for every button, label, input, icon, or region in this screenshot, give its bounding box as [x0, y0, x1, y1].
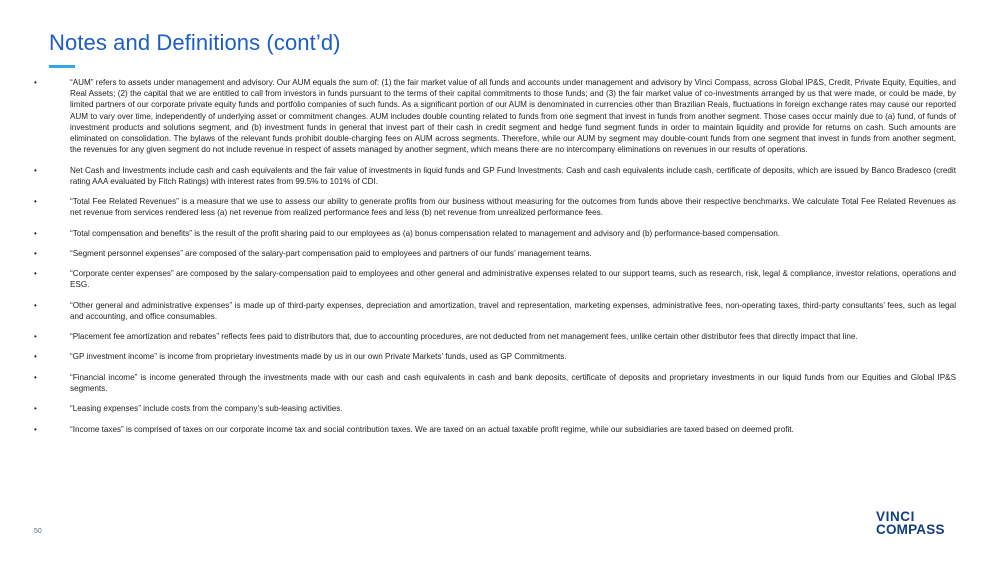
note-item	[34, 351, 956, 362]
bullet-icon: •	[34, 228, 37, 238]
logo-line-1: VINCI	[876, 509, 916, 524]
note-text: “Other general and administrative expenses” is made up of third-party expenses, depreciation and amortization, travel and representation, marketing expenses, administrative fees, non-operating taxes, third-party consultants’ fees, such as legal and accounting, and office consumables.	[70, 300, 956, 321]
note-item	[34, 228, 956, 239]
note-text: Net Cash and Investments include cash and cash equivalents and the fair value of investments in liquid funds and GP Fund Investments. Cash and cash equivalents include cash, certificate of deposits, which are issued by Banco Bradesco (credit rating AAA evaluated by Fitch Ratings) with interest rates from 99.5% to 101% of CDI.	[70, 165, 956, 186]
note-text: “Financial income” is income generated through the investments made with our cash and cash equivalents in cash and bank deposits, certificate of deposits and proprietary investments in our liquid funds from our Equities and Global IP&S segments.	[70, 372, 956, 393]
note-text: “AUM” refers to assets under management and advisory. Our AUM equals the sum of: (1) the fair market value of all funds and accounts under management and advisory by Vinci Compass, across Global IP&S, Credit, Private Equity, Equities, and Real Assets; (2) the capital that we are entitled to call from investors in funds pursuant to the terms of their capital commitments to those funds; and (3) the fair market value of co-investments arranged by us that were made, or could be made, by limited partners of our corporate private equity funds and portfolio companies of such funds. As a significant portion of our AUM is denominated in currencies other than Brazilian Reais, fluctuations in foreign exchange rates may cause our reported AUM to vary over time, independently of underlying asset or commitment changes. AUM includes double counting related to funds from one segment that invest in funds from another segment. Those cases occur mainly due to (a) fund, of funds of investment products and solutions segment, and (b) investment funds in general that invest part of their cash in credit segment and hedge fund segment funds in order to maintain liquidity and provide for returns on cash. Such amounts are eliminated on consolidation. The bylaws of the relevant funds prohibit double-charging fees on AUM across segments. Therefore, while our AUM by segment may double-count funds from one segment that invest in funds from another segment, the revenues for any given segment do not include revenue in respect of assets managed by another segment, which means there are no intercompany eliminations on revenues in our results of operations.	[70, 78, 956, 155]
bullet-icon: •	[34, 372, 37, 382]
page-title: Notes and Definitions (cont’d)	[49, 30, 341, 55]
note-item	[34, 403, 956, 414]
bullet-icon: •	[34, 197, 37, 207]
bullet-icon: •	[34, 332, 37, 342]
bullet-icon: •	[34, 300, 37, 310]
note-text: “Placement fee amortization and rebates” reflects fees paid to distributors that, due to accounting procedures, are not deducted from net management fees, unlike certain other distributor fees that directly impact that line.	[70, 332, 858, 342]
vinci-compass-logo	[876, 511, 956, 537]
note-item	[34, 424, 956, 435]
note-text: “Total Fee Related Revenues” is a measure that we use to assess our ability to generate profits from our business without measuring for the outcomes from funds above their respective benchmarks. We calculate Total Fee Related Revenues as net revenue from services rendered less (a) net revenue from realized performance fees and less (b) net revenue from unrealized performance fees.	[70, 197, 956, 218]
bullet-icon: •	[34, 352, 37, 362]
bullet-icon: •	[34, 165, 37, 175]
note-text: “Total compensation and benefits” is the result of the profit sharing paid to our employees as (a) bonus compensation related to management and advisory and (b) performance-based compensation.	[70, 228, 780, 238]
bullet-icon: •	[34, 78, 37, 87]
note-text: “Corporate center expenses” are composed by the salary-compensation paid to employees and other general and administrative expenses related to our support teams, such as research, risk, legal & compliance, investor relations, operations and ESG.	[70, 269, 956, 290]
note-item	[34, 331, 956, 342]
note-text: “Income taxes” is comprised of taxes on our corporate income tax and social contribution taxes. We are taxed on an actual taxable profit regime, while our subsidiaries are taxed based on deemed profit.	[70, 424, 794, 434]
note-item	[34, 372, 956, 394]
note-text: “GP investment income” is income from proprietary investments made by us in our own Private Markets’ funds, used as GP Commitments.	[70, 352, 567, 362]
bullet-icon: •	[34, 269, 37, 279]
note-item	[34, 268, 956, 290]
bullet-icon: •	[34, 404, 37, 414]
notes-list	[34, 77, 956, 444]
bullet-icon: •	[34, 424, 37, 434]
title-underline-accent	[49, 65, 75, 68]
note-text: “Segment personnel expenses” are composed of the salary-part compensation paid to employees and partners of our funds’ management teams.	[70, 248, 592, 258]
note-item	[34, 196, 956, 218]
page-number: 50	[34, 528, 42, 535]
bullet-icon: •	[34, 248, 37, 258]
note-text: “Leasing expenses” include costs from the company’s sub-leasing activities.	[70, 404, 343, 414]
note-item	[34, 165, 956, 187]
note-item	[34, 300, 956, 322]
note-item	[34, 77, 956, 155]
logo-line-2: COMPASS	[876, 522, 945, 537]
note-item	[34, 248, 956, 259]
